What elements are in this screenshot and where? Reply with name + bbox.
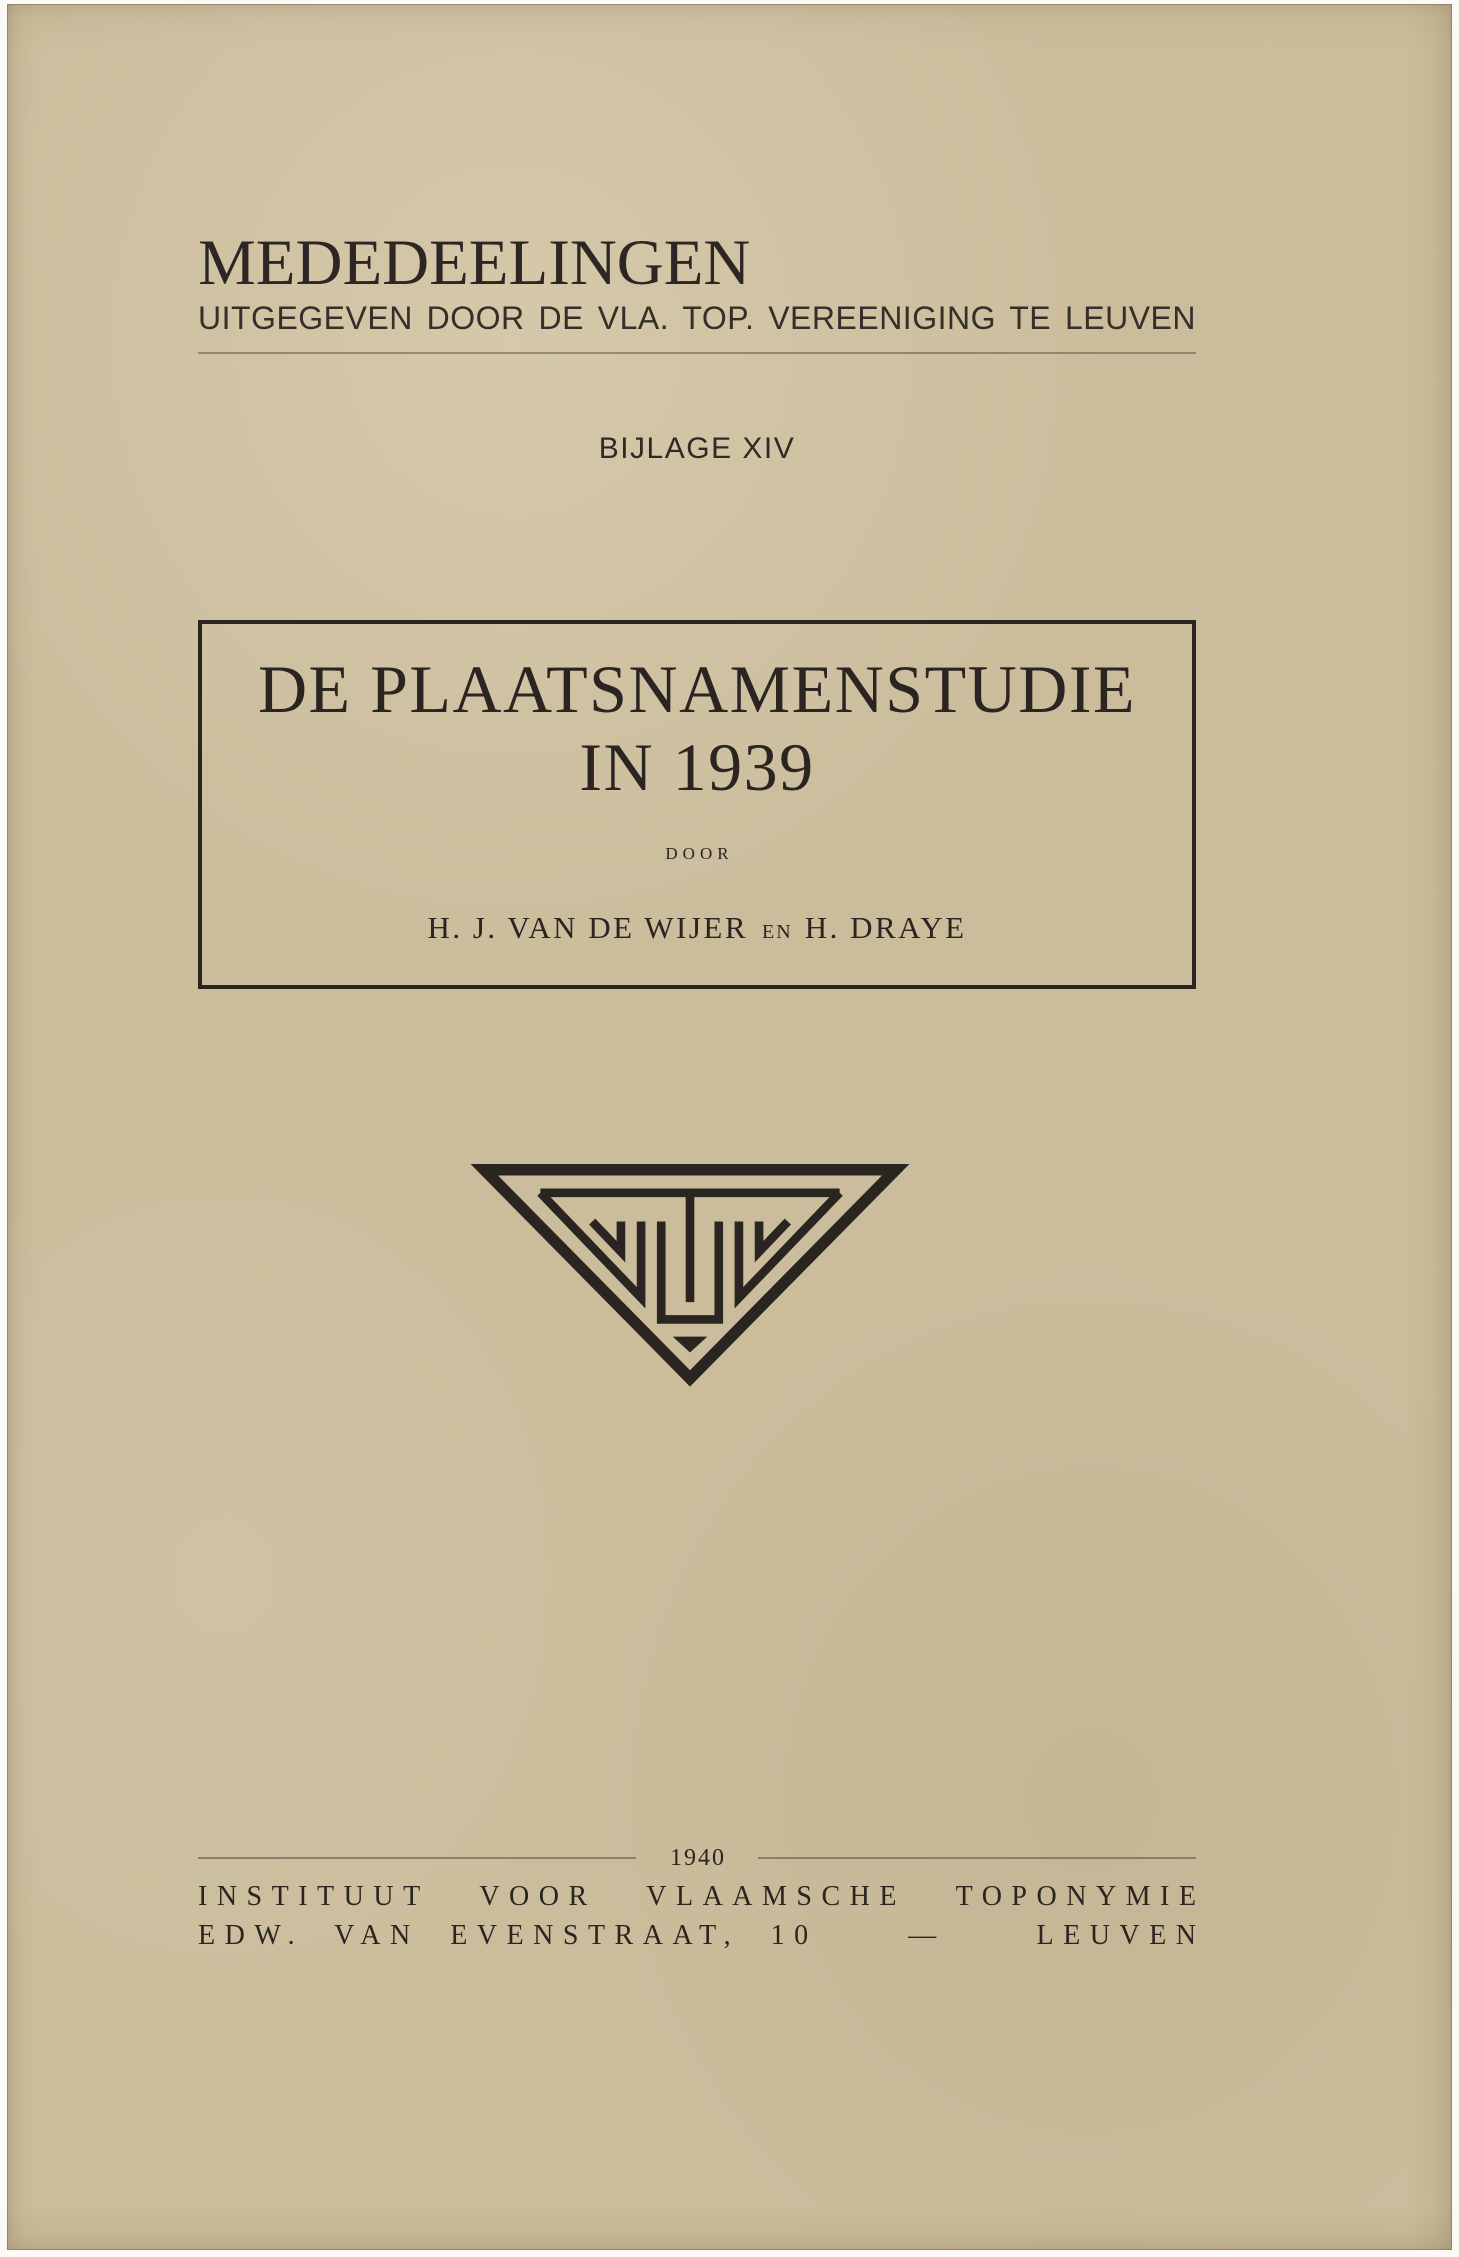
- publisher-word: INSTITUUT: [198, 1881, 430, 1912]
- publication-year: 1940: [670, 1845, 726, 1871]
- book-title: [202, 650, 1192, 806]
- by-label: DOOR: [665, 844, 734, 863]
- publisher-word: TOPONYMIE: [955, 1881, 1206, 1912]
- series-subtitle: UITGEGEVEN DOOR DE VLA. TOP. VEREENIGING TE LEUVEN: [198, 300, 1196, 336]
- author-conjunction: EN: [762, 921, 793, 943]
- publisher-city: LEUVEN: [1036, 1920, 1206, 1951]
- publisher-dash: —: [908, 1920, 946, 1951]
- header-divider: [198, 352, 1196, 354]
- year-divider: [198, 1843, 1196, 1873]
- publisher-word: VOOR: [479, 1881, 597, 1912]
- author-first: H. J. VAN DE WIJER: [427, 910, 749, 945]
- logo-small-triangle: [673, 1337, 708, 1353]
- author-second: H. DRAYE: [804, 910, 967, 945]
- publisher-street: EDW. VAN EVENSTRAAT, 10: [198, 1920, 818, 1951]
- year-divider-right: [758, 1857, 1196, 1859]
- triangle-monogram-icon: [477, 1164, 903, 1387]
- series-title: MEDEDEELINGEN: [198, 227, 751, 299]
- publisher-address: [198, 1919, 1206, 1953]
- book-title-line-1: DE PLAATSNAMENSTUDIE: [257, 651, 1137, 727]
- publisher-word: VLAAMSCHE: [646, 1881, 906, 1912]
- authors-line: [202, 908, 1192, 952]
- title-frame: [198, 620, 1196, 989]
- publisher-name: [198, 1880, 1206, 1914]
- year-divider-left: [198, 1857, 636, 1859]
- book-cover: [7, 4, 1452, 2250]
- supplement-number: BIJLAGE XIV: [598, 432, 796, 465]
- book-title-line-2: IN 1939: [579, 729, 815, 805]
